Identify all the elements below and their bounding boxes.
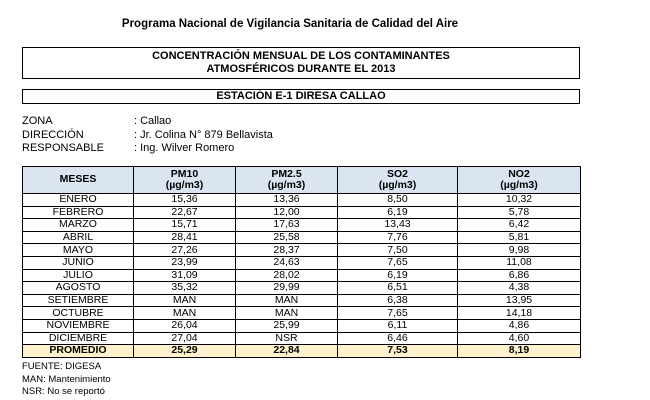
table-row [23,256,581,269]
table-cell: 7,50 [338,244,458,257]
program-title: Programa Nacional de Vigilancia Sanitaria de Calidad del Aire [121,18,459,30]
info-label: RESPONSABLE [22,142,104,154]
table-cell: 15,71 [134,219,236,232]
table-cell: 6,19 [338,206,458,219]
table-cell: 11,08 [458,256,581,269]
table-cell: MAN [134,307,236,320]
table-cell: DICIEMBRE [23,332,134,345]
info-value: : Callao [134,115,172,127]
report-title-line2: ATMOSFÉRICOS DURANTE EL 2013 [206,63,396,75]
table-cell: MAYO [23,244,134,257]
table-row [23,319,581,332]
table-cell: 6,38 [338,294,458,307]
table-cell: 10,32 [458,194,581,207]
report-title-line1: CONCENTRACIÓN MENSUAL DE LOS CONTAMINANTES [152,50,450,62]
table-cell: ENERO [23,194,134,207]
header-pm10 [134,167,236,194]
table-cell: 5,81 [458,231,581,244]
pollutant-table [22,166,581,358]
footnote-man: MAN: Mantenimiento [22,373,111,385]
table-cell: 25,99 [236,319,338,332]
table-cell: JULIO [23,269,134,282]
average-cell: 25,29 [134,345,236,358]
table-cell: 7,76 [338,231,458,244]
average-cell: 22,84 [236,345,338,358]
footnote-nsr: NSR: No se reportó [22,386,105,397]
table-cell: 4,38 [458,282,581,295]
table-cell: JUNIO [23,256,134,269]
table-cell: 17,63 [236,219,338,232]
table-cell: 13,43 [338,219,458,232]
table-row [23,206,581,219]
table-cell: SETIEMBRE [23,294,134,307]
table-cell: 6,11 [338,319,458,332]
footnotes [22,361,111,399]
table-cell: 5,78 [458,206,581,219]
table-cell: 15,36 [134,194,236,207]
table-cell: 22,67 [134,206,236,219]
info-value: : Jr. Colina N° 879 Bellavista [134,128,273,141]
table-cell: AGOSTO [23,282,134,295]
info-row-zona [22,115,273,129]
table-row [23,194,581,207]
table-cell: MAN [236,307,338,320]
header-name: MESES [59,173,97,186]
table-cell: 6,51 [338,282,458,295]
info-row-responsable [22,142,273,156]
table-cell: 28,41 [134,231,236,244]
table-cell: 24,63 [236,256,338,269]
average-cell: 8,19 [458,345,581,358]
table-cell: 26,04 [134,319,236,332]
table-cell: MARZO [23,219,134,232]
station-info [22,115,273,156]
header-unit: (µg/m3) [378,179,417,191]
table-cell: 14,18 [458,307,581,320]
table-cell: OCTUBRE [23,307,134,320]
header-name: PM10 [170,167,199,180]
table-row [23,294,581,307]
average-row [23,345,581,358]
table-cell: 6,46 [338,332,458,345]
station-title: ESTACIÓN E-1 DIRESA CALLAO [22,89,580,104]
table-cell: 12,00 [236,206,338,219]
table-cell: MAN [236,294,338,307]
table-cell: 13,95 [458,294,581,307]
table-cell: ABRIL [23,231,134,244]
table-cell: 27,26 [134,244,236,257]
header-name: SO2 [386,167,408,180]
table-row [23,231,581,244]
table-row [23,244,581,257]
table-cell: NOVIEMBRE [23,319,134,332]
table-cell: 4,86 [458,319,581,332]
header-unit: (µg/m3) [267,179,306,191]
table-cell: 9,98 [458,244,581,257]
table-cell: 7,65 [338,307,458,320]
table-cell: 13,36 [236,194,338,207]
header-name: PM2.5 [271,167,302,180]
table-cell: 4,60 [458,332,581,345]
table-cell: 6,86 [458,269,581,282]
info-label: ZONA [22,115,53,127]
info-value: : Ing. Wilver Romero [134,142,235,154]
header-pm25 [236,167,338,194]
table-row [23,219,581,232]
table-cell: NSR [236,332,338,345]
report-title-box [22,47,580,79]
table-header-row [23,167,581,194]
header-unit: (µg/m3) [500,179,538,191]
table-row [23,307,581,320]
header-name: NO2 [508,167,530,180]
table-cell: 28,02 [236,269,338,282]
table-cell: 25,58 [236,231,338,244]
header-unit: (µg/m3) [165,179,204,191]
table-row [23,332,581,345]
info-row-direccion [22,129,273,143]
table-row [23,269,581,282]
table-cell: FEBRERO [23,206,134,219]
table-cell: 23,99 [134,256,236,269]
table-cell: 31,09 [134,269,236,282]
table-cell: 7,65 [338,256,458,269]
average-cell: PROMEDIO [23,345,134,358]
table-cell: 8,50 [338,194,458,207]
info-label: DIRECCIÓN [22,128,84,141]
table-cell: 6,19 [338,269,458,282]
average-cell: 7,53 [338,345,458,358]
footnote-source: FUENTE: DIGESA [22,361,102,372]
table-cell: 6,42 [458,219,581,232]
header-so2 [338,167,458,194]
table-cell: 28,37 [236,244,338,257]
table-cell: 35,32 [134,282,236,295]
header-no2 [458,167,581,194]
table-cell: 27,04 [134,332,236,345]
table-cell: MAN [134,294,236,307]
table-cell: 29,99 [236,282,338,295]
header-meses [23,167,134,194]
table-row [23,282,581,295]
